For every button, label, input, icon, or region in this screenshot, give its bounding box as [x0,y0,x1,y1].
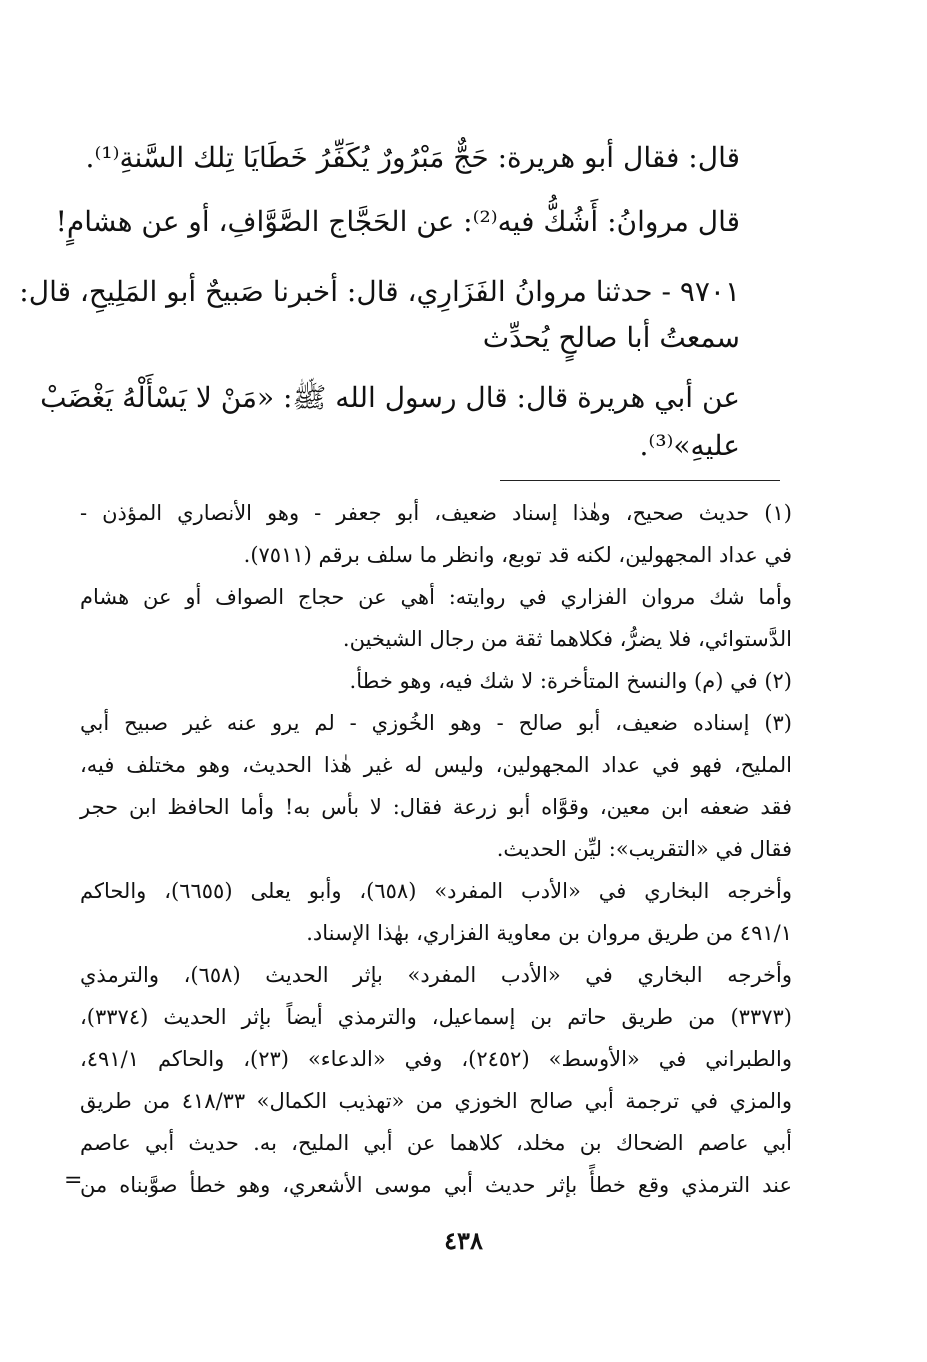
footnote-line: في عداد المجهولين، لكنه قد توبع، وانظر ما سلف برقم (٧٥١١). [243,543,792,567]
footnote-line: الدَّستوائي، فلا يضرُّ، فكلاهما ثقة من رجال الشيخين. [342,627,792,651]
main-line: عليهِ»⁽³⁾. [639,429,740,462]
footnote-line: عند الترمذي وقع خطأً بإثر حديث أبي موسى الأشعري، وهو خطأ صوَّبناه من [80,1173,792,1197]
footnote-line: فقد ضعفه ابن معين، وقوَّاه أبو زرعة فقال: لا بأس به! وأما الحافظ ابن حجر [80,795,792,819]
main-line: عن أبي هريرة قال: قال رسول الله ﷺ: «مَنْ لا يَسْأَلْهُ يَغْضَبْ [40,381,740,414]
footnote-line: (٣٣٧٣) من طريق حاتم بن إسماعيل، والترمذي أيضاً بإثر الحديث (٣٣٧٤)، [80,1005,792,1029]
footnote-line: وأما شك مروان الفزاري في روايته: أهي عن حجاج الصواف أو عن هشام [80,585,792,609]
footnote-line: ٤٩١/١ من طريق مروان بن معاوية الفزاري، بهٰذا الإسناد. [306,921,792,945]
footnote-line: المليح، فهو في عداد المجهولين، وليس له غير هٰذا الحديث، وهو مختلف فيه، [80,753,792,777]
footnote-line: وأخرجه البخاري في «الأدب المفرد» (٦٥٨)، وأبو يعلى (٦٦٥٥)، والحاكم [80,879,792,903]
footnote-line: (١) حديث صحيح، وهٰذا إسناد ضعيف، أبو جعفر - وهو الأنصاري المؤذن - [80,501,792,525]
footnote-line: والطبراني في «الأوسط» (٢٤٥٢)، وفي «الدعاء» (٢٣)، والحاكم ٤٩١/١، [80,1047,792,1071]
footnote-line: أبي عاصم الضحاك بن مخلد، كلاهما عن أبي المليح، به. حديث أبي عاصم [80,1131,792,1155]
footnote-line: وأخرجه البخاري في «الأدب المفرد» بإثر الحديث (٦٥٨)، والترمذي [80,963,792,987]
footnote-line: والمزي في ترجمة أبي صالح الخوزي من «تهذيب الكمال» ٤١٨/٣٣ من طريق [80,1089,793,1113]
continuation-mark: = [64,1168,83,1193]
footnote-line: (٣) إسناده ضعيف، أبو صالح - وهو الخُوزي - لم يرو عنه غير صبيح أبي [80,711,792,735]
footnote-separator [500,480,780,481]
main-line: قال مروانُ: أَشُكُّ فيه⁽²⁾: عن الحَجَّاج الصَّوَّافِ، أو عن هشامٍ! [55,205,740,238]
footnote-line: (٢) في (م) والنسخ المتأخرة: لا شك فيه، وهو خطأ. [349,669,792,693]
main-line: سمعتُ أبا صالحٍ يُحدِّث [482,321,740,354]
main-line: قال: فقال أبو هريرة: حَجٌّ مَبْرُورٌ يُكَفِّرُ خَطَايَا تِلك السَّنةِ⁽¹⁾. [85,141,740,174]
footnote-line: فقال في «التقريب»: ليِّن الحديث. [496,837,792,861]
page-number: ٤٣٨ [444,1226,483,1255]
main-line: ٩٧٠١ - حدثنا مروانُ الفَزَارِي، قال: أخبرنا صَبيحٌ أبو المَلِيحِ، قال: [19,275,740,308]
